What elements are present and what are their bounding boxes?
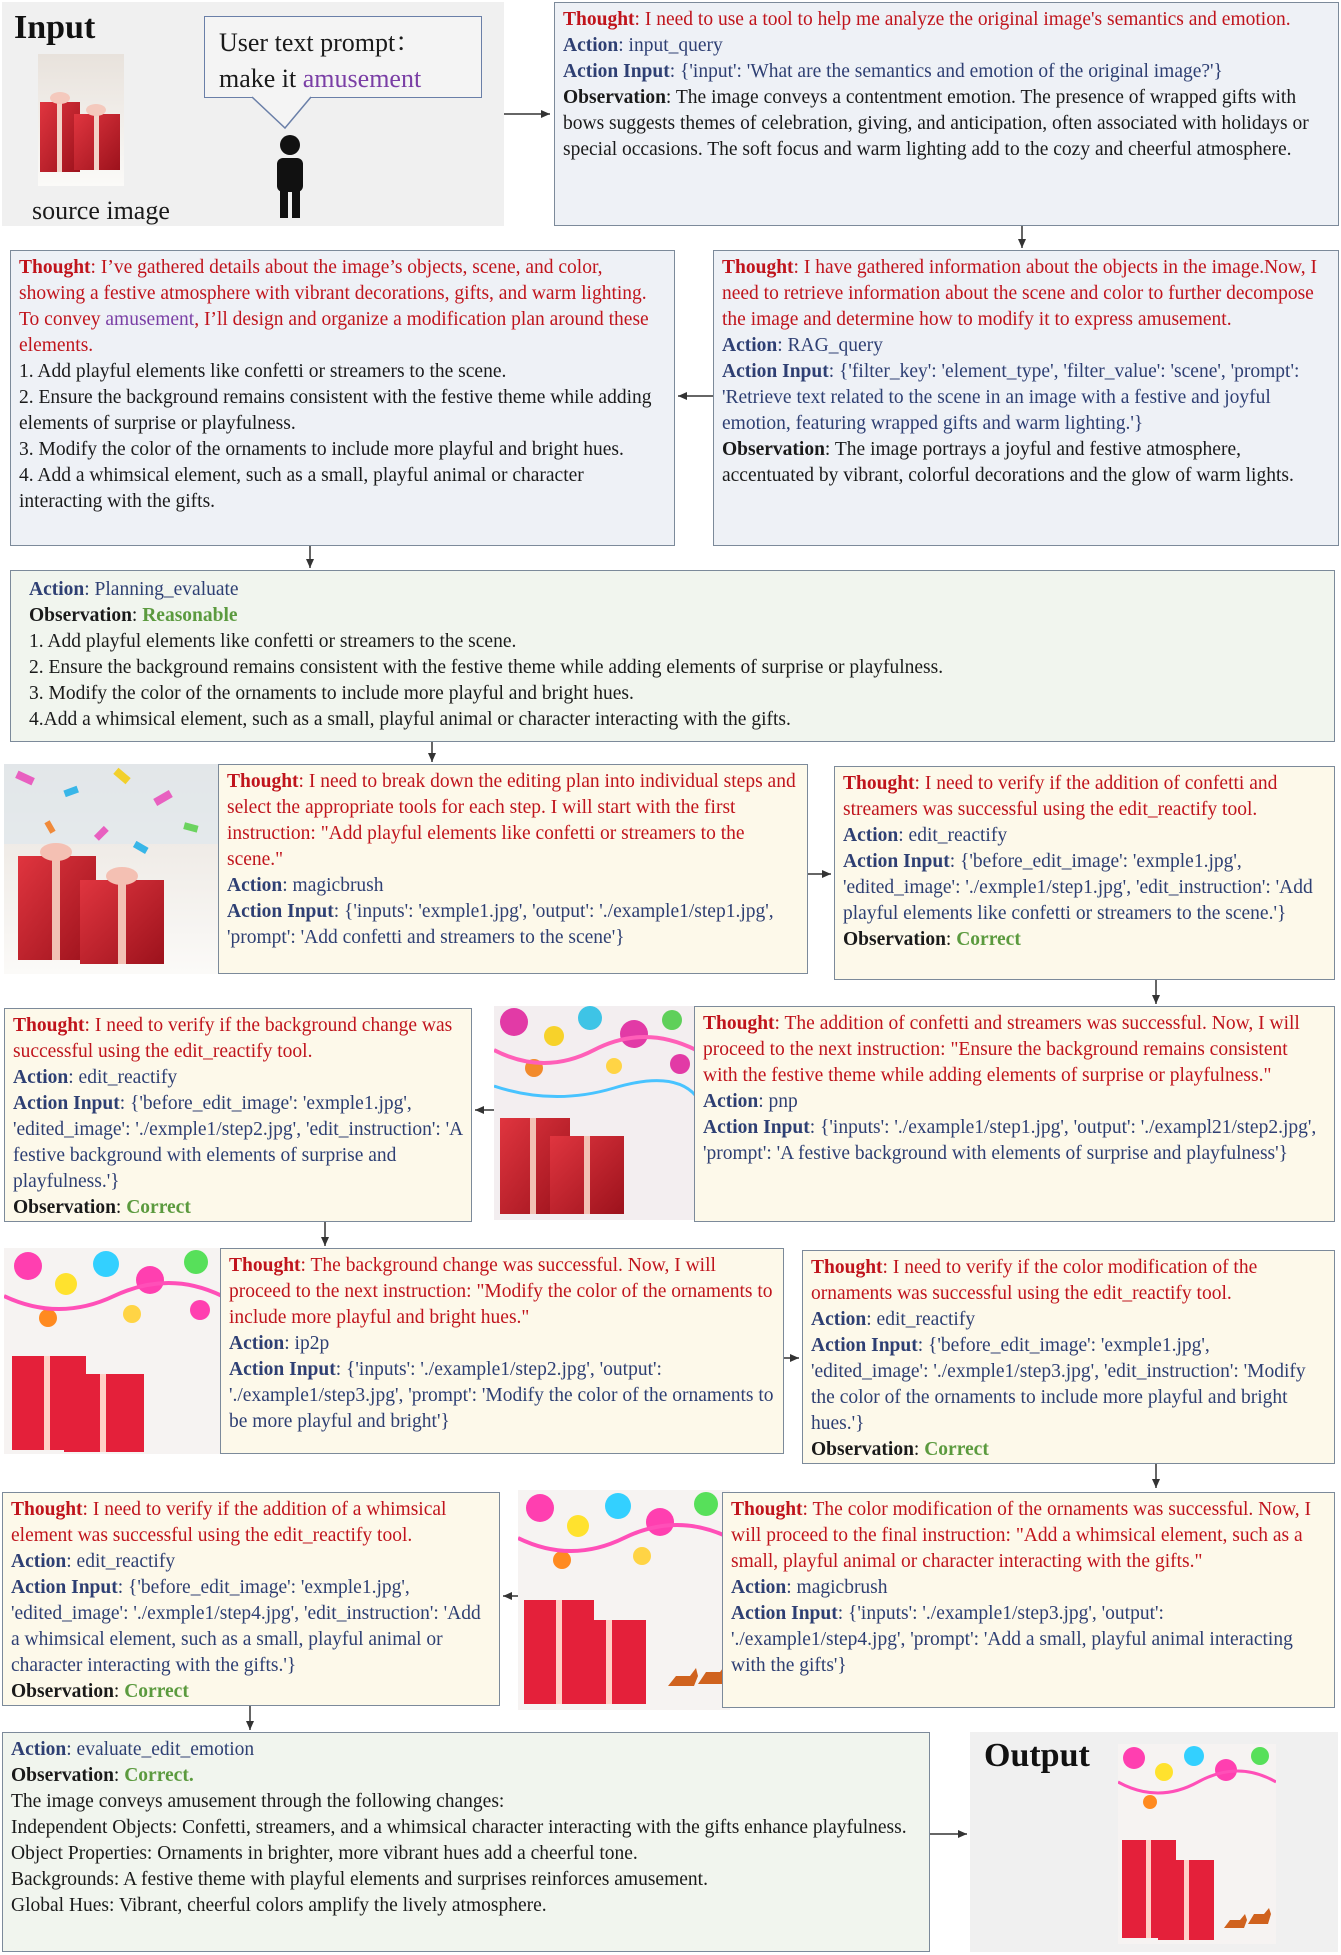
plan-item: 2. Ensure the background remains consistent with the festive theme while adding elements of surprise or playfulness. bbox=[19, 387, 652, 434]
verify2-thought: I need to verify if the background change was successful using the edit_reactify tool. bbox=[13, 1015, 453, 1062]
edit1-action: magicbrush bbox=[292, 875, 384, 896]
edit4-thought: The color modification of the ornaments was successful. Now, I will proceed to the final instruction: "Add a whimsical element, such as a small, playful animal or character interacting with the gifts." bbox=[731, 1499, 1312, 1572]
output-title: Output bbox=[984, 1737, 1090, 1774]
edit2-action-input: {'inputs': './example1/step1.jpg', 'output': './exampl21/step2.jpg', 'prompt': 'A festive background with elements of surprise and playfulness'} bbox=[703, 1117, 1317, 1164]
plan-item: 4. Add a whimsical element, such as a small, playful animal or character interacting with the gifts. bbox=[19, 465, 584, 512]
verify1-observation: Correct bbox=[956, 929, 1021, 950]
step3-emotion: amusement bbox=[105, 309, 195, 330]
final-eval-line: Object Properties: Ornaments in brighter, more vibrant hues add a cheerful tone. bbox=[11, 1843, 638, 1864]
final-eval-line: Backgrounds: A festive theme with playful elements and surprises reinforces amusement. bbox=[11, 1869, 708, 1890]
verify4-action: edit_reactify bbox=[76, 1551, 176, 1572]
step1-action-input: {'input': 'What are the semantics and emotion of the original image?'} bbox=[680, 61, 1223, 82]
final-eval-line: Independent Objects: Confetti, streamers, and a whimsical character interacting with the gifts enhance playfulness. bbox=[11, 1817, 907, 1838]
step1-action: input_query bbox=[628, 35, 723, 56]
action-input-label: Action Input bbox=[563, 61, 670, 82]
step2-action: RAG_query bbox=[787, 335, 883, 356]
plan-eval-item: 2. Ensure the background remains consistent with the festive theme while adding elements of surprise or playfulness. bbox=[29, 657, 944, 678]
verify2-box: Thought: I need to verify if the background change was successful using the edit_reactify tool. Action: edit_reactify Action Input: {'before_edit_image': 'exmple1.jpg', 'edited_image': './exmple1/step2.jpg', 'edit_instruction': 'A festive background with elements of surprise and playfulness.'} Observation: Correct bbox=[4, 1008, 472, 1222]
step1-observation: The image conveys a contentment emotion. The presence of wrapped gifts with bows suggests themes of celebration, giving, and anticipation, often associated with holidays or special occasions. The soft focus and warm lighting add to the cozy and cheerful atmosphere. bbox=[563, 87, 1309, 160]
verify3-observation: Correct bbox=[924, 1439, 989, 1460]
final-eval-box: Action: evaluate_edit_emotion Observation: Correct. The image conveys amusement through the following changes: Independent Objects: Confetti, streamers, and a whimsical character interacting with the gifts enhance playfulness. Object Properties: Ornaments in brighter, more vibrant hues add a cheerful tone. Backgrounds: A festive theme with playful elements and surprises reinforces amusement. Global Hues: Vibrant, cheerful colors amplify the lively atmosphere. bbox=[2, 1732, 930, 1952]
edit1-box: Thought: I need to break down the editing plan into individual steps and select the appropriate tools for each step. I will start with the first instruction: "Add playful elements like confetti or streamers to the scene." Action: magicbrush Action Input: {'inputs': 'exmple1.jpg', 'output': './example1/step1.jpg', 'prompt': 'Add confetti and streamers to the scene'} bbox=[218, 764, 808, 974]
verify1-box: Thought: I need to verify if the addition of confetti and streamers was successful using the edit_reactify tool. Action: edit_reactify Action Input: {'before_edit_image': 'exmple1.jpg', 'edited_image': './exmple1/step1.jpg', 'edit_instruction': 'Add playful elements like confetti or streamers to the scene.'} Observation: Correct bbox=[834, 766, 1335, 980]
verify3-action: edit_reactify bbox=[876, 1309, 976, 1330]
edit2-box: Thought: The addition of confetti and streamers was successful. Now, I will proceed to the next instruction: "Ensure the background remains consistent with the festive theme while adding elements of surprise or playfulness." Action: pnp Action Input: {'inputs': './example1/step1.jpg', 'output': './exampl21/step2.jpg', 'prompt': 'A festive background with elements of surprise and playfulness'} bbox=[694, 1006, 1335, 1222]
verify4-thought: I need to verify if the addition of a whimsical element was successful using the edit_reactify tool. bbox=[11, 1499, 447, 1546]
edit3-action-input: {'inputs': './example1/step2.jpg', 'output': './example1/step3.jpg', 'prompt': 'Modify the color of the ornaments to be more playful and bright'} bbox=[229, 1359, 774, 1432]
verify4-box: Thought: I need to verify if the addition of a whimsical element was successful using the edit_reactify tool. Action: edit_reactify Action Input: {'before_edit_image': 'exmple1.jpg', 'edited_image': './exmple1/step4.jpg', 'edit_instruction': 'Add a whimsical element, such as a small, playful animal or character interacting with the gifts.'} Observation: Correct bbox=[2, 1492, 500, 1706]
edit2-thought: The addition of confetti and streamers was successful. Now, I will proceed to the next instruction: "Ensure the background remains consistent with the festive theme while adding elements of surprise or playfulness." bbox=[703, 1013, 1300, 1086]
step1-thought: I need to use a tool to help me analyze the original image's semantics and emotion. bbox=[644, 9, 1291, 30]
verify2-observation: Correct bbox=[126, 1197, 191, 1218]
verify3-thought: I need to verify if the color modification of the ornaments was successful using the edit_reactify tool. bbox=[811, 1257, 1258, 1304]
plan-eval-item: 4.Add a whimsical element, such as a small, playful animal or character interacting with the gifts. bbox=[29, 709, 791, 730]
input-title: Input bbox=[14, 9, 96, 46]
edit4-action-input: {'inputs': './example1/step3.jpg', 'output': './example1/step4.jpg', 'prompt': 'Add a small, playful animal interacting with the gifts'} bbox=[731, 1603, 1293, 1676]
prompt-make: make it bbox=[219, 64, 303, 93]
step2-thought: I have gathered information about the objects in the image.Now, I need to retrieve information about the scene and color to further decompose the image and determine how to modify it to express amusement. bbox=[722, 257, 1317, 330]
edit4-box: Thought: The color modification of the ornaments was successful. Now, I will proceed to the final instruction: "Add a whimsical element, such as a small, playful animal or character interacting with the gifts." Action: magicbrush Action Input: {'inputs': './example1/step3.jpg', 'output': './example1/step4.jpg', 'prompt': 'Add a small, playful animal interacting with the gifts'} bbox=[722, 1492, 1335, 1708]
verify1-thought: I need to verify if the addition of confetti and streamers was successful using the edit_reactify tool. bbox=[843, 773, 1278, 820]
plan-eval-item: 1. Add playful elements like confetti or streamers to the scene. bbox=[29, 631, 517, 652]
source-image-label: source image bbox=[32, 196, 170, 225]
verify1-action-input: {'before_edit_image': 'exmple1.jpg', 'edited_image': './exmple1/step1.jpg', 'edit_instruction': 'Add playful elements like confetti or streamers to the scene.'} bbox=[843, 851, 1313, 924]
plan-item: 1. Add playful elements like confetti or streamers to the scene. bbox=[19, 361, 507, 382]
plan-eval-item: 3. Modify the color of the ornaments to include more playful and bright hues. bbox=[29, 683, 634, 704]
observation-label: Observation bbox=[563, 87, 666, 108]
final-eval-line: Global Hues: Vibrant, cheerful colors amplify the lively atmosphere. bbox=[11, 1895, 547, 1916]
plan-eval-action: Planning_evaluate bbox=[94, 579, 239, 600]
edit3-thought: The background change was successful. Now, I will proceed to the next instruction: "Modify the color of the ornaments to include more playful and bright hues." bbox=[229, 1255, 773, 1328]
edit2-action: pnp bbox=[768, 1091, 798, 1112]
plan-item: 3. Modify the color of the ornaments to include more playful and bright hues. bbox=[19, 439, 624, 460]
verify2-action-input: {'before_edit_image': 'exmple1.jpg', 'edited_image': './exmple1/step2.jpg', 'edit_instruction': 'A festive background with elements of surprise and playfulness.'} bbox=[13, 1093, 463, 1192]
verify2-action: edit_reactify bbox=[78, 1067, 178, 1088]
step2-box: Thought: I have gathered information about the objects in the image.Now, I need to retrieve information about the scene and color to further decompose the image and determine how to modify it to express amusement. Action: RAG_query Action Input: {'filter_key': 'element_type', 'filter_value': 'scene', 'prompt': 'Retrieve text related to the scene in an image with a festive and joyful emotion, featuring wrapped gifts and warm lighting.'} Observation: The image portrays a joyful and festive atmosphere, accentuated by vibrant, colorful decorations and the glow of warm lights. bbox=[713, 250, 1339, 546]
final-eval-line: The image conveys amusement through the following changes: bbox=[11, 1791, 505, 1812]
prompt-emotion: amusement bbox=[302, 64, 422, 93]
edit3-box: Thought: The background change was successful. Now, I will proceed to the next instruction: "Modify the color of the ornaments to include more playful and bright hues." Action: ip2p Action Input: {'inputs': './example1/step2.jpg', 'output': './example1/step3.jpg', 'prompt': 'Modify the color of the ornaments to be more playful and bright'} bbox=[220, 1248, 784, 1454]
prompt-line-1: User text prompt： bbox=[219, 28, 422, 57]
verify1-action: edit_reactify bbox=[908, 825, 1008, 846]
step3-thought-a: I’ve gathered details about the image’s objects, scene, and color, showing a festive atmosphere with vibrant decorations, gifts, and warm lighting. To convey bbox=[19, 257, 647, 330]
step2-action-input: {'filter_key': 'element_type', 'filter_value': 'scene', 'prompt': 'Retrieve text related to the scene in an image with a festive and joyful emotion, featuring wrapped gifts and warm lighting.'} bbox=[722, 361, 1300, 434]
thought-label: Thought bbox=[563, 9, 635, 30]
verify3-box: Thought: I need to verify if the color modification of the ornaments was successful using the edit_reactify tool. Action: edit_reactify Action Input: {'before_edit_image': 'exmple1.jpg', 'edited_image': './exmple1/step3.jpg', 'edit_instruction': 'Modify the color of the ornaments to include more playful and bright hues.'} Observation: Correct bbox=[802, 1250, 1335, 1464]
edit4-action: magicbrush bbox=[796, 1577, 888, 1598]
step3-thought-b: , I’ll design and organize a modification plan around these elements. bbox=[19, 309, 649, 356]
step1-box: Thought: I need to use a tool to help me analyze the original image's semantics and emotion. Action: input_query Action Input: {'input': 'What are the semantics and emotion of the original image?'} Observation: The image conveys a contentment emotion. The presence of wrapped gifts with bows suggests themes of celebration, giving, and anticipation, often associated with holidays or special occasions. The soft focus and warm lighting add to the cozy and cheerful atmosphere. bbox=[554, 2, 1339, 226]
action-label: Action bbox=[563, 35, 619, 56]
step3-box: Thought: I’ve gathered details about the image’s objects, scene, and color, showing a festive atmosphere with vibrant decorations, gifts, and warm lighting. To convey amusement, I’ll design and organize a modification plan around these elements. 1. Add playful elements like confetti or streamers to the scene. 2. Ensure the background remains consistent with the festive theme while adding elements of surprise or playfulness. 3. Modify the color of the ornaments to include more playful and bright hues. 4. Add a whimsical element, such as a small, playful animal or character interacting with the gifts. bbox=[10, 250, 675, 546]
verify4-observation: Correct bbox=[124, 1681, 189, 1702]
edit1-thought: I need to break down the editing plan into individual steps and select the appropriate tools for each step. I will start with the first instruction: "Add playful elements like confetti or streamers to the scene." bbox=[227, 771, 796, 870]
plan-eval-box: Action: Planning_evaluate Observation: Reasonable 1. Add playful elements like confetti or streamers to the scene. 2. Ensure the background remains consistent with the festive theme while adding elements of surprise or playfulness. 3. Modify the color of the ornaments to include more playful and bright hues. 4.Add a whimsical element, such as a small, playful animal or character interacting with the gifts. bbox=[10, 570, 1335, 742]
verify3-action-input: {'before_edit_image': 'exmple1.jpg', 'edited_image': './exmple1/step3.jpg', 'edit_instruction': 'Modify the color of the ornaments to include more playful and bright hues.'} bbox=[811, 1335, 1306, 1434]
final-eval-action: evaluate_edit_emotion bbox=[76, 1739, 255, 1760]
edit3-action: ip2p bbox=[294, 1333, 330, 1354]
plan-eval-observation: Reasonable bbox=[142, 605, 238, 626]
step2-observation: The image portrays a joyful and festive atmosphere, accentuated by vibrant, colorful decorations and the glow of warm lights. bbox=[722, 439, 1294, 486]
final-eval-observation: Correct. bbox=[124, 1765, 194, 1786]
edit1-action-input: {'inputs': 'exmple1.jpg', 'output': './example1/step1.jpg', 'prompt': 'Add confetti and streamers to the scene'} bbox=[227, 901, 774, 948]
verify4-action-input: {'before_edit_image': 'exmple1.jpg', 'edited_image': './exmple1/step4.jpg', 'edit_instruction': 'Add a whimsical element, such as a small, playful animal or character interacting with the gifts.'} bbox=[11, 1577, 481, 1676]
